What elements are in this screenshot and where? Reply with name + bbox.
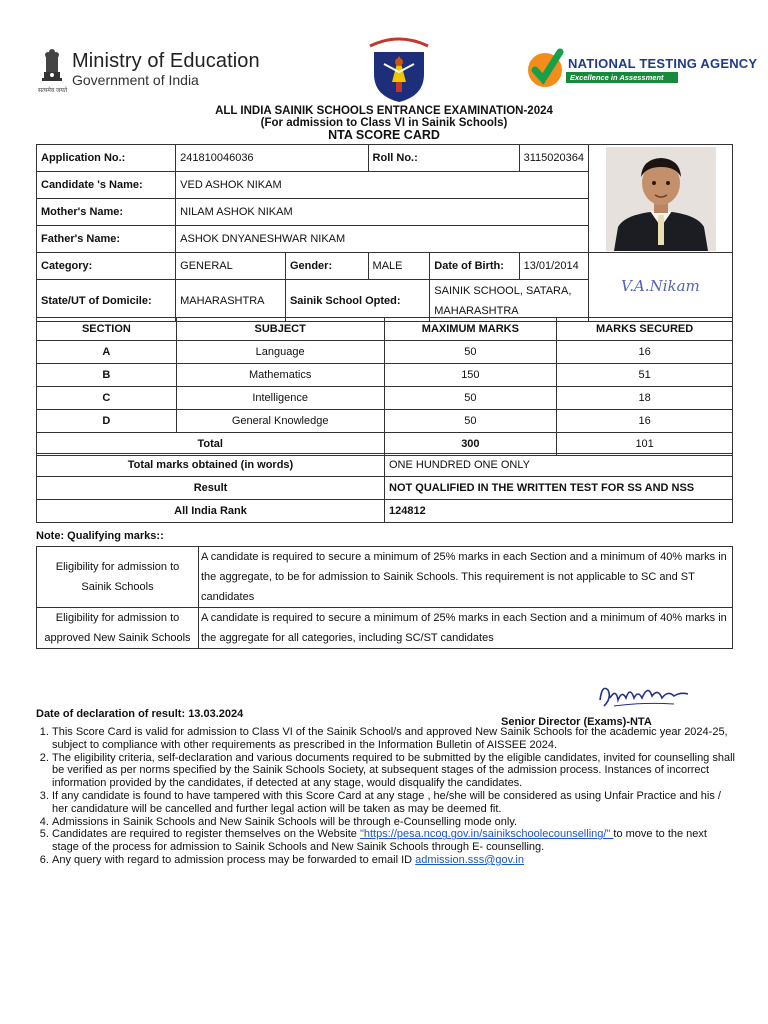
marks-header-subject: SUBJECT — [176, 318, 384, 341]
category-value: GENERAL — [176, 253, 286, 280]
rank-label: All India Rank — [37, 500, 385, 523]
admission-email-link[interactable]: admission.sss@gov.in — [415, 853, 524, 866]
photo-cell — [589, 145, 733, 253]
result-summary-table — [36, 453, 733, 523]
secured-marks-cell: 16 — [557, 410, 733, 433]
nta-tagline: Excellence in Assessment — [566, 72, 678, 83]
subject-cell: General Knowledge — [176, 410, 384, 433]
school-opted-line2: MAHARASHTRA — [434, 304, 519, 317]
secured-marks-cell: 18 — [557, 387, 733, 410]
school-opted-label: Sainik School Opted: — [285, 280, 429, 322]
total-max: 300 — [384, 433, 557, 456]
school-opted-line1: SAINIK SCHOOL, SATARA, — [434, 284, 572, 297]
candidate-photo-image — [606, 147, 716, 251]
list-item: 1. This Score Card is valid for admission to Class VI of the Sainik School/s and approved New Sainik Schools for the academic year 2024-25, subject to compliance with other requirements as prescribed in the Information Bulletin of AISSEE 2024. — [52, 726, 736, 752]
dob-value: 13/01/2014 — [519, 253, 588, 280]
category-label: Category: — [37, 253, 176, 280]
total-secured: 101 — [557, 433, 733, 456]
note6-text-pre: Any query with regard to admission process may be forwarded to email ID — [52, 853, 416, 866]
marks-header-section: SECTION — [37, 318, 177, 341]
secured-marks-cell: 16 — [557, 341, 733, 364]
state-label: State/UT of Domicile: — [37, 280, 176, 322]
father-name-value: ASHOK DNYANESHWAR NIKAM — [176, 226, 589, 253]
table-row — [37, 341, 733, 364]
signatory-designation: Senior Director (Exams)-NTA — [501, 716, 652, 728]
qualifying-text: A candidate is required to secure a minimum of 25% marks in each Section and a minimum of 40% marks in the aggregate, to be for admission to Sainik Schools. This requirement is not applicable to SC and ST candidates — [199, 547, 733, 608]
candidate-name-label: Candidate 's Name: — [37, 172, 176, 199]
section-cell: A — [37, 341, 177, 364]
result-value: NOT QUALIFIED IN THE WRITTEN TEST FOR SS AND NSS — [385, 477, 733, 500]
nta-title: NATIONAL TESTING AGENCY — [568, 56, 758, 71]
qualifying-text: A candidate is required to secure a minimum of 25% marks in each Section and a minimum of 40% marks in the aggregate for all categories, including SC/ST candidates — [199, 608, 733, 649]
header — [0, 0, 768, 100]
marks-header-max: MAXIMUM MARKS — [384, 318, 557, 341]
subject-cell: Mathematics — [176, 364, 384, 387]
list-item: 2. The eligibility criteria, self-declaration and various documents required to be submitted by the eligible candidates, invited for counselling shall be verified as per norms specified by the Sainik Schools Society, at subsequent stages of the admission process. Instances of incorrect information provided by the candidates, if detected at any stage, would disqualify the candidates. — [52, 752, 736, 790]
list-item: 3. If any candidate is found to have tampered with this Score Card at any stage , he/she will be considered as using Unfair Practice and his / her candidature will be cancelled and further legal action will be taken as may be deemed fit. — [52, 790, 736, 816]
candidate-signature-text: V.A.Nikam — [620, 276, 700, 295]
note5-text-pre: Candidates are required to register themselves on the Website — [52, 828, 360, 841]
marks-table — [36, 317, 733, 456]
roll-no-value: 3115020364 — [519, 145, 588, 172]
candidate-details-table — [36, 144, 733, 322]
director-signature — [594, 676, 694, 716]
result-label: Result — [37, 477, 385, 500]
document-titles — [0, 105, 768, 141]
state-value: MAHARASHTRA — [176, 280, 286, 322]
list-item — [52, 828, 736, 854]
max-marks-cell: 50 — [384, 410, 557, 433]
subject-cell: Intelligence — [176, 387, 384, 410]
father-name-label: Father's Name: — [37, 226, 176, 253]
qualifying-marks-title: Note: Qualifying marks:: — [36, 530, 164, 542]
mother-name-value: NILAM ASHOK NIKAM — [176, 199, 589, 226]
application-no-label: Application No.: — [37, 145, 176, 172]
application-no-value: 241810046036 — [176, 145, 368, 172]
signature-cell — [589, 253, 733, 322]
dob-label: Date of Birth: — [430, 253, 519, 280]
qualifying-label: Eligibility for admission to Sainik Schools — [37, 547, 199, 608]
marks-in-words-value: ONE HUNDRED ONE ONLY — [385, 454, 733, 477]
gender-label: Gender: — [285, 253, 368, 280]
table-row — [37, 410, 733, 433]
candidate-name-value: VED ASHOK NIKAM — [176, 172, 589, 199]
max-marks-cell: 150 — [384, 364, 557, 387]
note5-text-post: to move to the next stage of the process for admission to Sainik Schools and New Sainik Schools through E- counselling. — [52, 828, 707, 854]
nta-check-icon — [526, 46, 564, 90]
sainik-schools-crest-icon — [362, 34, 436, 104]
section-cell: B — [37, 364, 177, 387]
roll-no-label: Roll No.: — [368, 145, 519, 172]
declaration-date: Date of declaration of result: 13.03.2024 — [36, 708, 244, 720]
list-item — [52, 854, 736, 867]
mother-name-label: Mother's Name: — [37, 199, 176, 226]
qualifying-marks-table — [36, 546, 733, 649]
list-item: 4. Admissions in Sainik Schools and New Sainik Schools will be through e-Counselling mode only. — [52, 816, 736, 829]
ministry-title: Ministry of Education — [72, 50, 260, 72]
national-emblem-icon — [38, 46, 66, 90]
rank-value: 124812 — [385, 500, 733, 523]
max-marks-cell: 50 — [384, 341, 557, 364]
school-opted-value — [430, 280, 589, 322]
section-cell: C — [37, 387, 177, 410]
table-row — [37, 387, 733, 410]
candidate-signature — [591, 261, 731, 311]
table-row — [37, 608, 733, 649]
table-row — [37, 547, 733, 608]
candidate-photo — [606, 147, 716, 251]
max-marks-cell: 50 — [384, 387, 557, 410]
total-label: Total — [37, 433, 385, 456]
marks-in-words-label: Total marks obtained (in words) — [37, 454, 385, 477]
subject-cell: Language — [176, 341, 384, 364]
counselling-website-link[interactable]: "https://pesa.ncog.gov.in/sainikschoolecounselling/" — [359, 828, 614, 841]
table-row — [37, 364, 733, 387]
nta-logo — [526, 46, 758, 94]
ministry-motto: सत्यमेव जयते — [38, 88, 68, 94]
ministry-subtitle: Government of India — [72, 72, 199, 88]
exam-title: ALL INDIA SAINIK SCHOOLS ENTRANCE EXAMINATION-2024 — [215, 105, 553, 117]
score-card-title: NTA SCORE CARD — [328, 128, 440, 142]
qualifying-label: Eligibility for admission to approved New Sainik Schools — [37, 608, 199, 649]
section-cell: D — [37, 410, 177, 433]
secured-marks-cell: 51 — [557, 364, 733, 387]
notes-list — [36, 726, 736, 867]
ministry-of-education-logo — [38, 44, 278, 94]
gender-value: MALE — [368, 253, 430, 280]
exam-subtitle: (For admission to Class VI in Sainik Schools) — [260, 117, 508, 129]
marks-header-secured: MARKS SECURED — [557, 318, 733, 341]
